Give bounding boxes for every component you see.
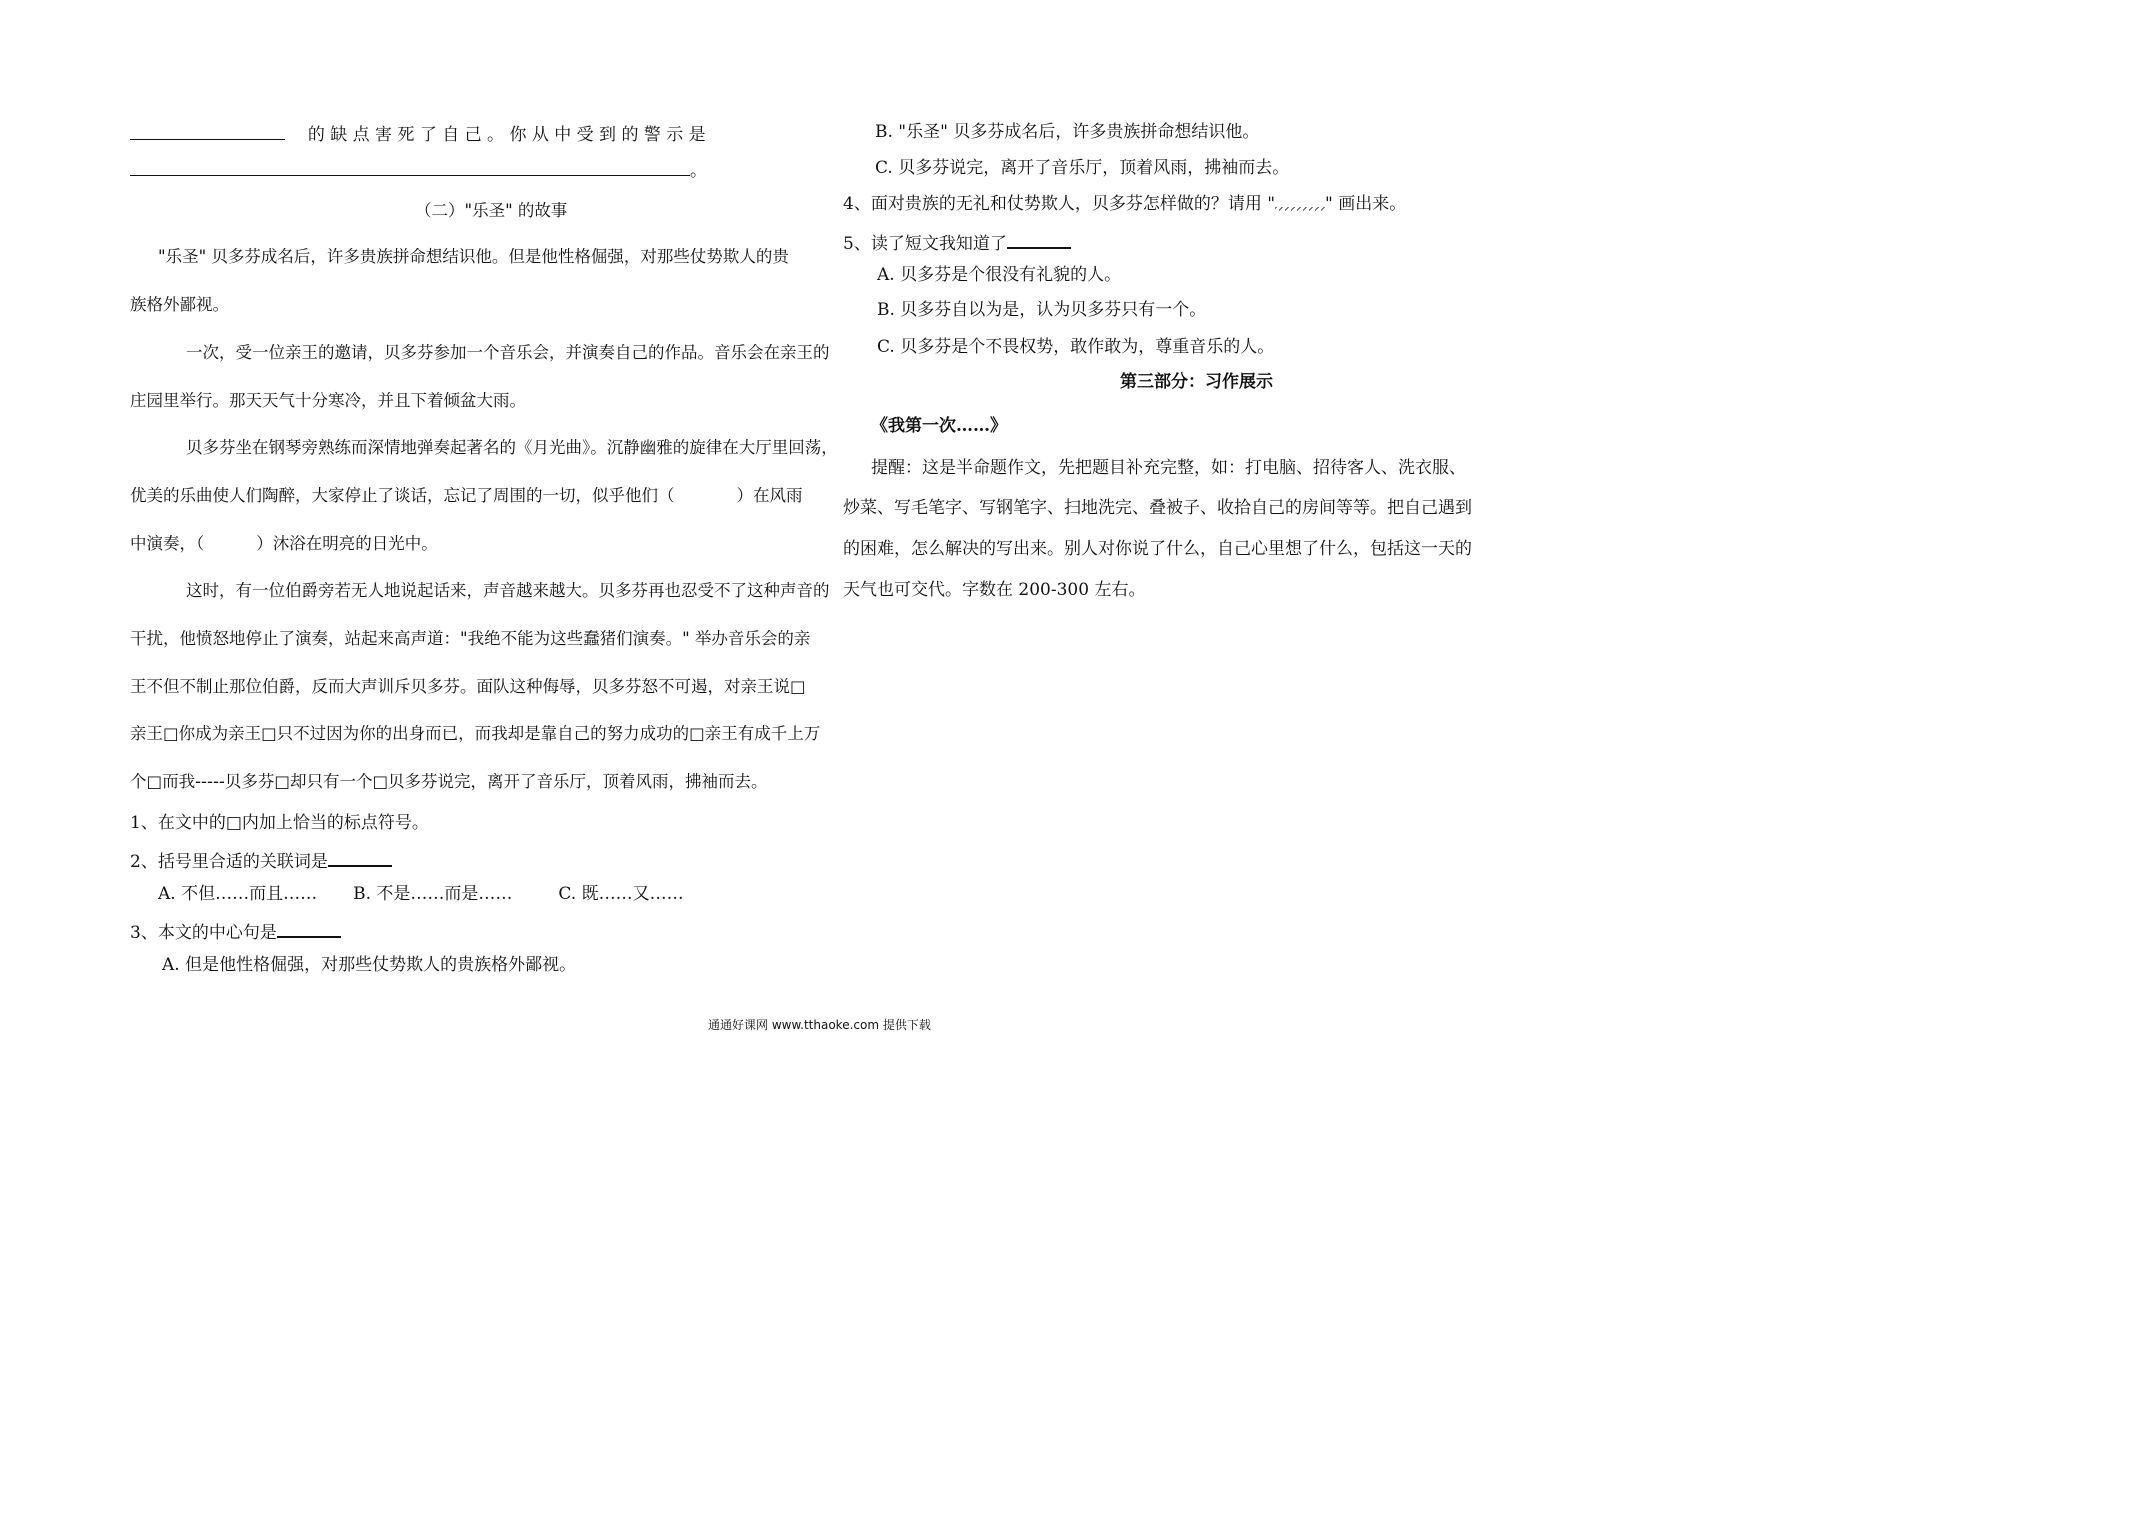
option-a[interactable]: A. 不但……而且……	[158, 884, 318, 904]
question-5-option-b[interactable]: B. 贝多芬自以为是，认为贝多芬只有一个。	[877, 300, 1207, 320]
question-5-option-c[interactable]: C. 贝多芬是个不畏权势，敢作敢为，尊重音乐的人。	[877, 337, 1275, 357]
question-2-options	[158, 883, 684, 905]
answer-blank[interactable]	[1007, 229, 1071, 249]
question-3-option-c[interactable]: C. 贝多芬说完，离开了音乐厅，顶着风雨，拂袖而去。	[875, 158, 1290, 178]
option-c[interactable]: C. 既……又……	[558, 884, 684, 904]
paragraph-line: 王不但不制止那位伯爵，反而大声训斥贝多芬。面队这种侮辱，贝多芬怒不可遏，对亲王说□	[130, 677, 806, 696]
question-3	[130, 918, 341, 944]
fragment-text: 的 缺 点 害 死 了 自 己 。 你 从 中 受 到 的 警 示 是	[307, 125, 706, 145]
hint-line: 的困难，怎么解决的写出来。别人对你说了什么，自己心里想了什么，包括这一天的	[843, 539, 1472, 559]
paragraph-line: 庄园里举行。那天天气十分寒冷，并且下着倾盆大雨。	[130, 391, 526, 410]
question-5	[843, 229, 1071, 255]
paragraph-line: 这时，有一位伯爵旁若无人地说起话来，声音越来越大。贝多芬再也忍受不了这种声音的	[186, 581, 830, 600]
paragraph-line: 一次，受一位亲王的邀请，贝多芬参加一个音乐会，并演奏自己的作品。音乐会在亲王的	[186, 343, 830, 362]
question-3-option-a[interactable]: A. 但是他性格倔强，对那些仗势欺人的贵族格外鄙视。	[162, 955, 577, 975]
question-3-option-b[interactable]: B. "乐圣" 贝多芬成名后，许多贵族拼命想结识他。	[875, 122, 1260, 142]
answer-blank-long[interactable]	[130, 157, 690, 176]
paragraph-text: 中演奏，（	[130, 534, 205, 553]
question-text: 2、括号里合适的关联词是	[130, 852, 328, 872]
fragment-line-2	[130, 157, 707, 182]
question-2	[130, 847, 392, 873]
wavy-line-icon	[1275, 199, 1325, 211]
hint-line: 天气也可交代。字数在 200-300 左右。	[843, 580, 1146, 600]
footer-credit: 通通好课网 www.tthaoke.com 提供下载	[708, 1018, 931, 1032]
paragraph-line: 干扰，他愤怒地停止了演奏，站起来高声道："我绝不能为这些蠢猪们演奏。" 举办音乐会的亲	[130, 629, 811, 648]
essay-title: 《我第一次……》	[871, 416, 1007, 436]
paragraph-line: 个□而我-----贝多芬□却只有一个□贝多芬说完，离开了音乐厅，顶着风雨，拂袖而去。	[130, 772, 768, 791]
question-text: 5、读了短文我知道了	[843, 234, 1007, 254]
paragraph-line	[130, 533, 438, 555]
paragraph-text: ）沐浴在明亮的日光中。	[256, 534, 438, 553]
paragraph-text: ）在风雨	[736, 486, 803, 505]
option-b[interactable]: B. 不是……而是……	[353, 884, 513, 904]
answer-blank[interactable]	[130, 121, 285, 140]
paragraph-line: "乐圣" 贝多芬成名后，许多贵族拼命想结识他。但是他性格倔强，对那些仗势欺人的贵	[158, 247, 789, 266]
question-text: " 画出来。	[1325, 194, 1407, 214]
question-4	[843, 193, 1406, 215]
question-5-option-a[interactable]: A. 贝多芬是个很没有礼貌的人。	[877, 265, 1122, 285]
answer-blank[interactable]	[277, 918, 341, 938]
paragraph-line: 贝多芬坐在钢琴旁熟练而深情地弹奏起著名的《月光曲》。沉静幽雅的旋律在大厅里回荡，	[186, 438, 838, 457]
paragraph-text: 优美的乐曲使人们陶醉，大家停止了谈话，忘记了周围的一切，似乎他们（	[130, 486, 675, 505]
answer-blank[interactable]	[328, 847, 392, 867]
question-text: 4、面对贵族的无礼和仗势欺人，贝多芬怎样做的？请用 "	[843, 194, 1276, 214]
hint-line: 炒菜、写毛笔字、写钢笔字、扫地洗完、叠被子、收拾自己的房间等等。把自己遇到	[843, 498, 1472, 518]
question-1: 1、在文中的□内加上恰当的标点符号。	[130, 813, 429, 833]
paragraph-line: 亲王□你成为亲王□只不过因为你的出身而已，而我却是靠自己的努力成功的□亲王有成千上万	[130, 724, 821, 743]
hint-line: 提醒：这是半命题作文，先把题目补充完整，如：打电脑、招待客人、洗衣服、	[871, 458, 1466, 478]
fragment-line-1	[130, 121, 706, 146]
paragraph-line	[130, 485, 803, 507]
part-3-heading: 第三部分：习作展示	[1120, 372, 1273, 392]
fragment-period: 。	[690, 161, 707, 181]
paragraph-line: 族格外鄙视。	[130, 295, 229, 314]
question-text: 3、本文的中心句是	[130, 923, 277, 943]
story-title: （二）"乐圣" 的故事	[415, 201, 568, 220]
